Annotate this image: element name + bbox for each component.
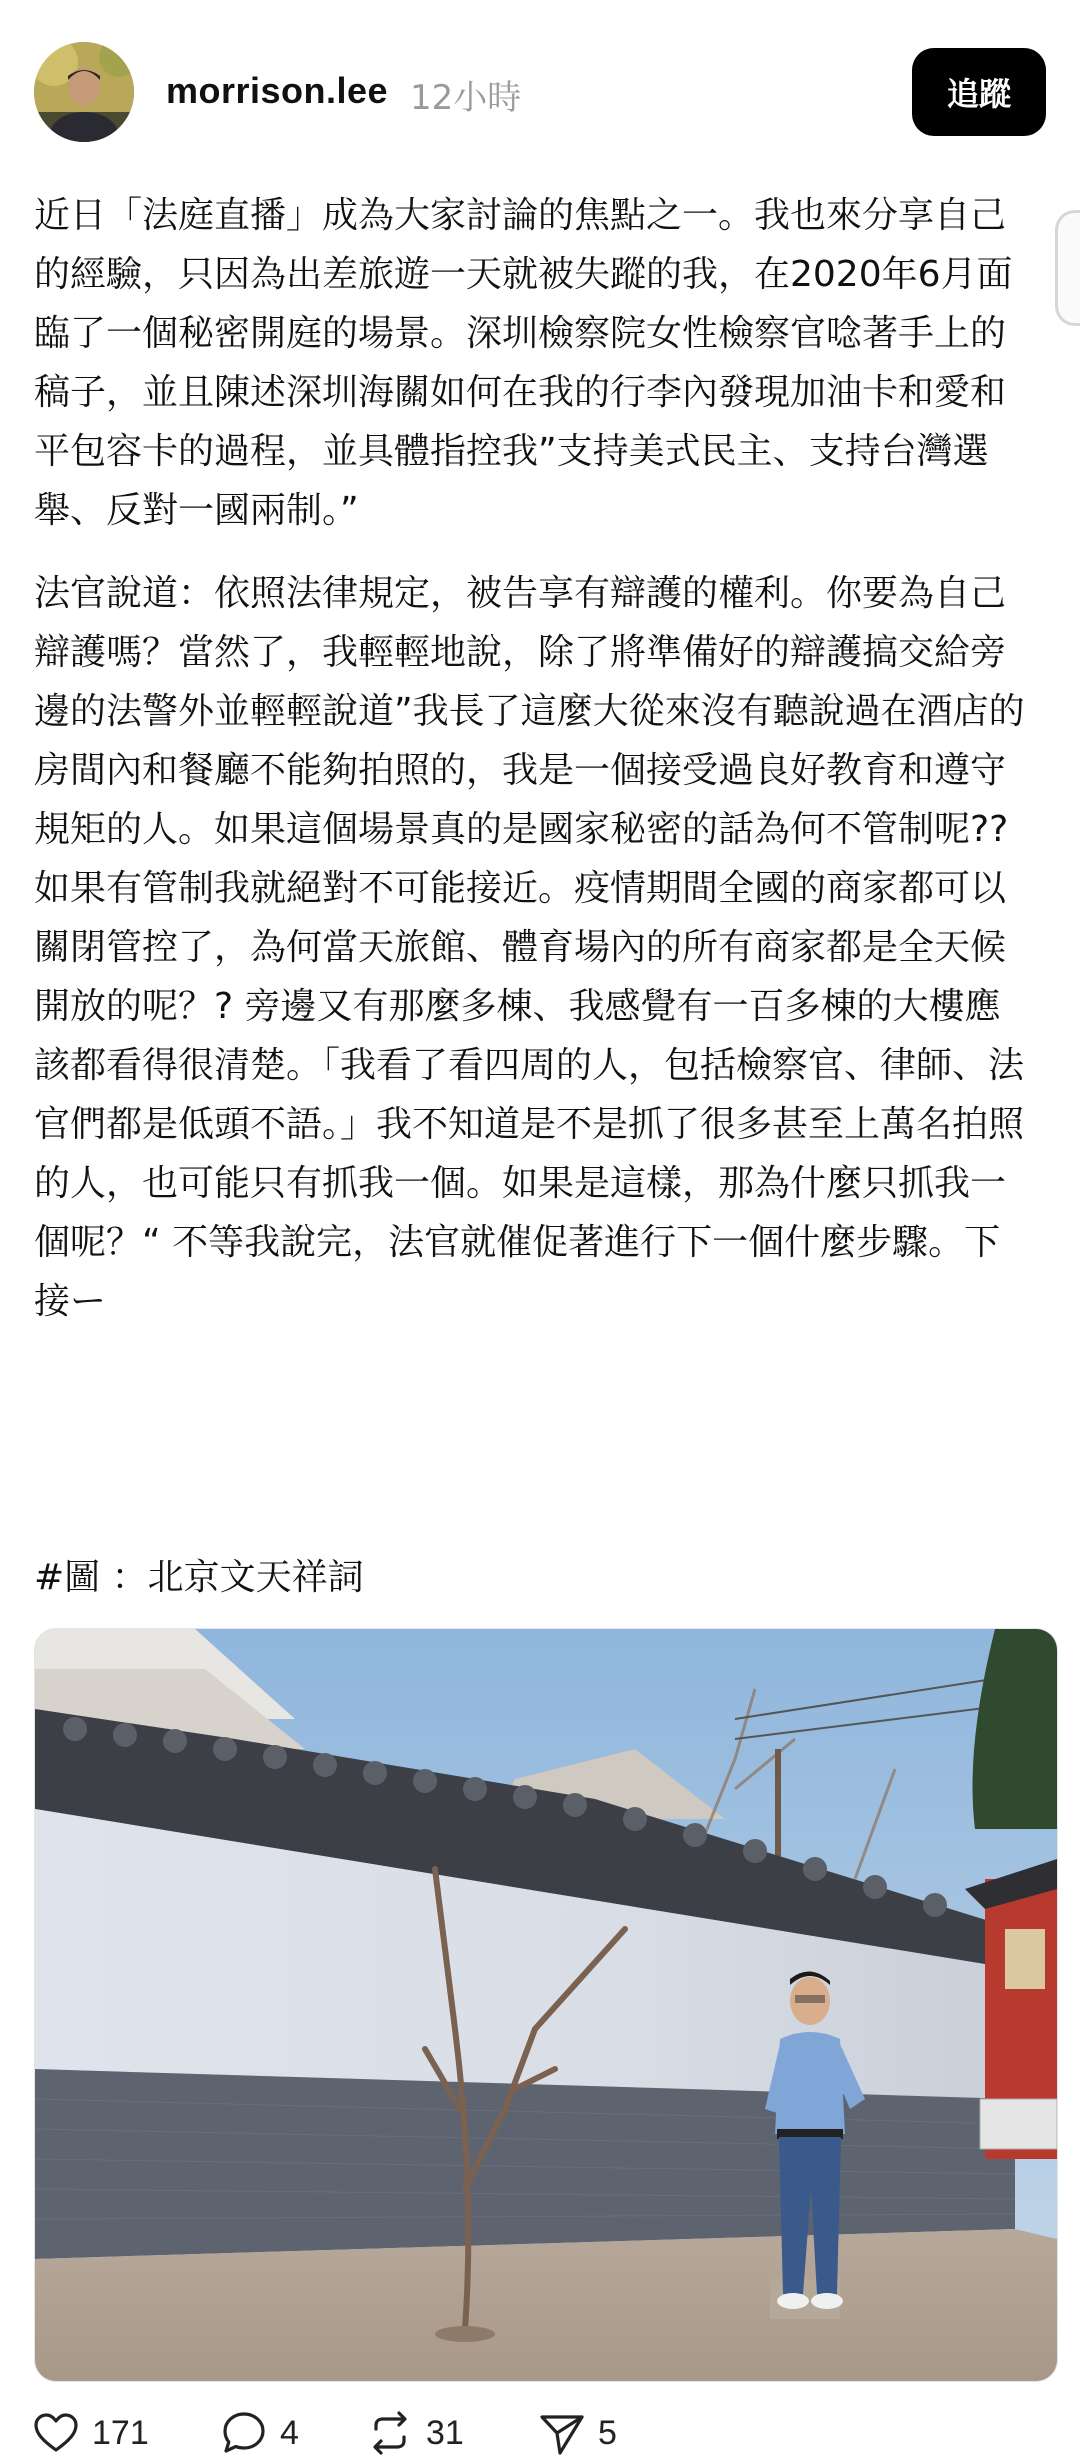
repost-button[interactable]: [366, 2405, 464, 2461]
post-time: 12小時: [410, 78, 522, 118]
edge-drawer-handle[interactable]: [1055, 210, 1080, 326]
post-photo[interactable]: [34, 1628, 1058, 2382]
post-paragraph-2: 法官說道：依照法律規定，被告享有辯護的權利。你要為自己辯護嗎？當然了，我輕輕地說，除了將準備好的辯護搞交給旁邊的法警外並輕輕說道”我長了這麼大從來沒有聽說過在酒店的房間內和餐廳不能夠拍照的，我是一個接受過良好教育和遵守規矩的人。如果這個場景真的是國家秘密的話為何不管制呢?? 如果有管制我就絕對不可能接近。疫情期間全國的商家都可以關閉管控了，為何當天旅館、體育場內的所有商家都是全天候開放的呢？? 旁邊又有那麼多棟、我感覺有一百多棟的大樓應該都看得很清楚。「我看了看四周的人，包括檢察官、律師、法官們都是低頭不語。」我不知道是不是抓了很多甚至上萬名拍照的人，也可能只有抓我一個。如果是這樣，那為什麼只抓我一個呢？“ 不等我說完，法官就催促著進行下一個什麼步驟。下接ー: [34, 573, 1025, 1322]
send-icon: [538, 2409, 586, 2457]
like-button[interactable]: [32, 2405, 149, 2461]
comment-button[interactable]: [220, 2405, 299, 2461]
action-bar: [0, 2405, 1080, 2461]
avatar[interactable]: [34, 42, 134, 142]
repost-count: 31: [426, 2413, 464, 2452]
like-count: 171: [92, 2413, 149, 2452]
comment-bubble-icon: [220, 2409, 268, 2457]
follow-button[interactable]: 追蹤: [912, 48, 1046, 136]
photo-caption: #圖 ：北京文天祥詞: [34, 1557, 364, 1598]
comment-count: 4: [280, 2413, 299, 2452]
share-button[interactable]: [538, 2405, 617, 2461]
username[interactable]: morrison.lee: [166, 70, 389, 111]
share-count: 5: [598, 2413, 617, 2452]
repost-icon: [366, 2409, 414, 2457]
courtyard-photo-illustration: [35, 1629, 1057, 2381]
post-body: [34, 186, 1034, 1355]
post-header: [0, 0, 1080, 180]
post-paragraph-1: 近日「法庭直播」成為大家討論的焦點之一。我也來分享自己的經驗，只因為出差旅遊一天就被失蹤的我，在2020年6月面臨了一個秘密開庭的場景。深圳檢察院女性檢察官唸著手上的稿子，並且陳述深圳海關如何在我的行李內發現加油卡和愛和平包容卡的過程，並具體指控我”支持美式民主、支持台灣選舉、反對一國兩制。”: [34, 195, 1013, 531]
heart-icon: [32, 2409, 80, 2457]
